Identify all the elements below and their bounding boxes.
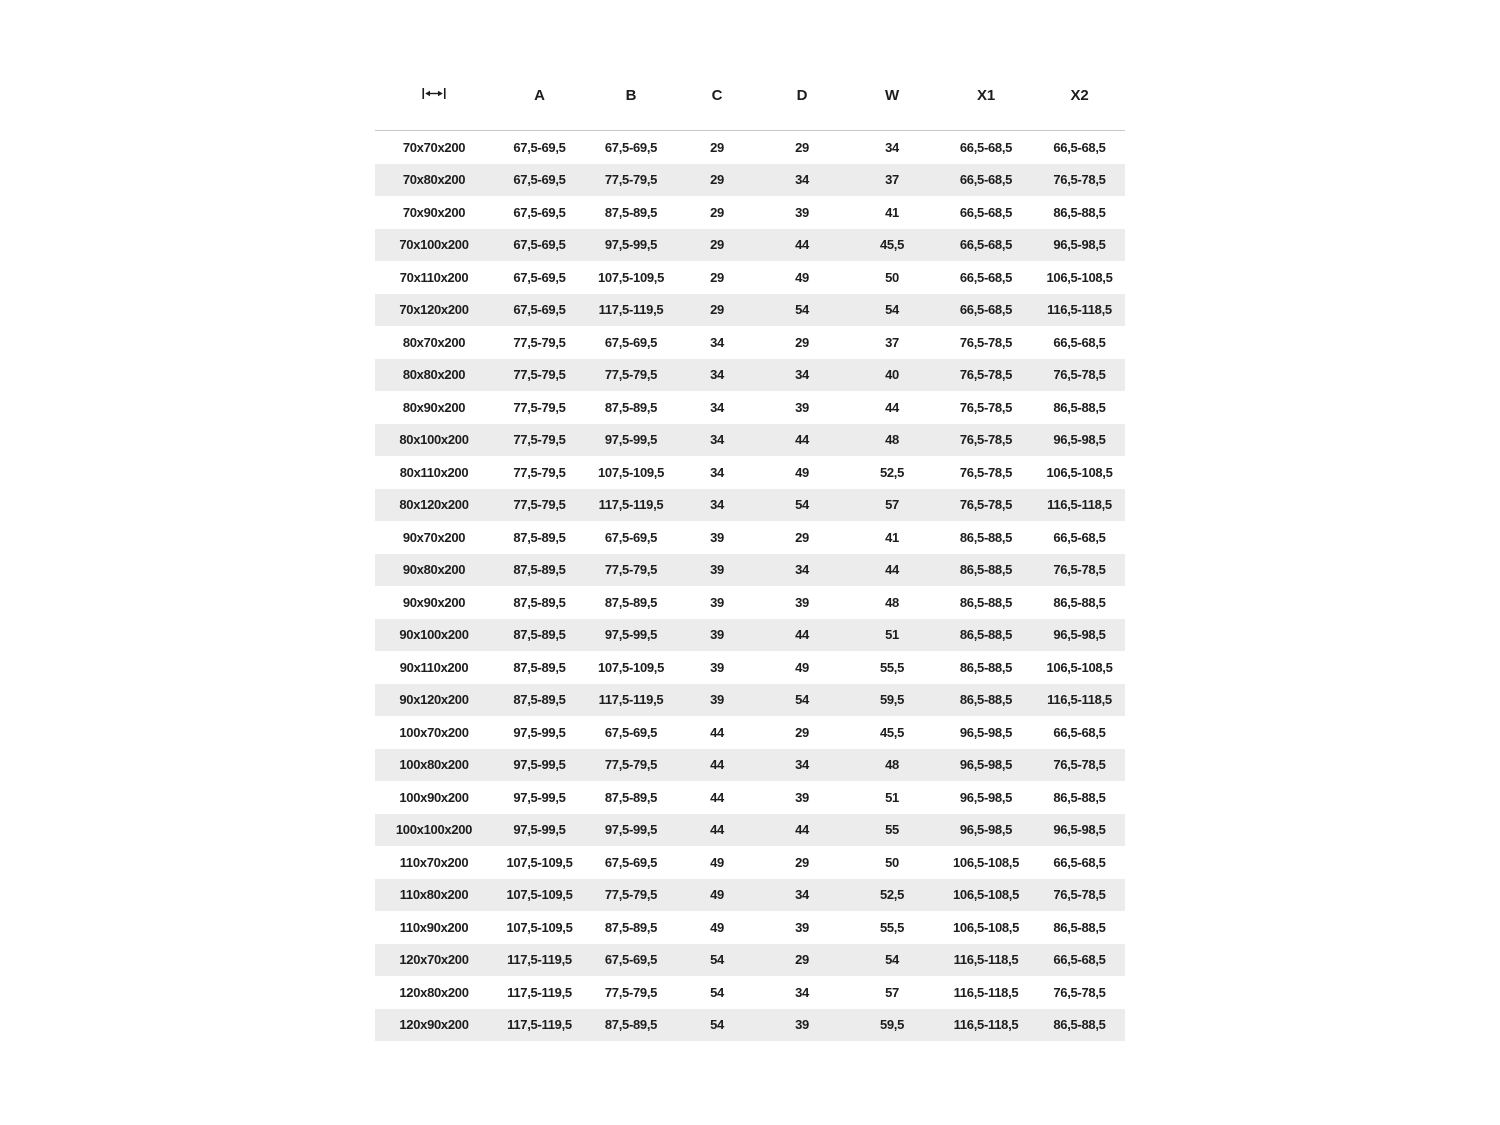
table-row: [375, 781, 1125, 814]
value-cell: 87,5-89,5: [604, 789, 658, 805]
table-row: [375, 651, 1125, 684]
table-row: [375, 164, 1125, 197]
value-cell: 97,5-99,5: [513, 822, 566, 838]
value-cell: 107,5-109,5: [597, 269, 665, 285]
value-cell: 87,5-89,5: [513, 594, 566, 610]
value-cell: 59,5: [879, 1017, 905, 1033]
value-cell: 54: [885, 952, 899, 968]
value-cell: 34: [710, 334, 724, 350]
column-header-x1: X1: [938, 60, 1034, 131]
table-row: [375, 196, 1125, 229]
table-row: [375, 879, 1125, 912]
value-cell: 34: [710, 399, 724, 415]
value-cell: 50: [885, 854, 899, 870]
value-cell: 44: [795, 432, 809, 448]
value-cell: 96,5-98,5: [1053, 432, 1106, 448]
value-cell: 76,5-78,5: [959, 399, 1013, 415]
value-cell: 39: [795, 399, 809, 415]
table-row: [375, 1009, 1125, 1042]
value-cell: 41: [885, 204, 899, 220]
value-cell: 49: [710, 887, 724, 903]
value-cell: 67,5-69,5: [604, 139, 658, 155]
value-cell: 117,5-119,5: [598, 497, 664, 513]
value-cell: 77,5-79,5: [604, 562, 658, 578]
value-cell: 34: [710, 432, 724, 448]
value-cell: 117,5-119,5: [507, 952, 572, 968]
value-cell: 77,5-79,5: [604, 887, 658, 903]
value-cell: 117,5-119,5: [598, 692, 664, 708]
value-cell: 41: [885, 529, 899, 545]
value-cell: 29: [795, 854, 809, 870]
value-cell: 29: [710, 172, 724, 188]
value-cell: 107,5-109,5: [506, 887, 573, 903]
value-cell: 55,5: [879, 919, 905, 935]
value-cell: 97,5-99,5: [513, 757, 566, 773]
value-cell: 116,5-118,5: [953, 1017, 1019, 1033]
value-cell: 66,5-68,5: [959, 302, 1013, 318]
value-cell: 107,5-109,5: [506, 854, 573, 870]
value-cell: 52,5: [879, 887, 905, 903]
value-cell: 29: [710, 139, 724, 155]
value-cell: 77,5-79,5: [513, 497, 566, 513]
value-cell: 51: [885, 789, 899, 805]
value-cell: 66,5-68,5: [959, 172, 1013, 188]
value-cell: 86,5-88,5: [1053, 399, 1106, 415]
dimensions-table: [375, 60, 1125, 1041]
value-cell: 96,5-98,5: [1053, 627, 1106, 643]
size-cell: 110x90x200: [399, 919, 469, 935]
value-cell: 96,5-98,5: [959, 757, 1013, 773]
table-row: [375, 684, 1125, 717]
value-cell: 77,5-79,5: [513, 432, 566, 448]
value-cell: 29: [795, 139, 809, 155]
size-cell: 110x80x200: [399, 887, 469, 903]
value-cell: 76,5-78,5: [959, 432, 1013, 448]
value-cell: 117,5-119,5: [507, 984, 572, 1000]
value-cell: 117,5-119,5: [507, 1017, 572, 1033]
size-cell: 80x70x200: [402, 334, 466, 350]
value-cell: 76,5-78,5: [959, 367, 1013, 383]
value-cell: 39: [710, 562, 724, 578]
value-cell: 97,5-99,5: [604, 822, 658, 838]
value-cell: 107,5-109,5: [597, 464, 665, 480]
size-cell: 70x100x200: [399, 237, 469, 253]
value-cell: 39: [795, 1017, 809, 1033]
value-cell: 86,5-88,5: [959, 594, 1013, 610]
value-cell: 97,5-99,5: [604, 627, 658, 643]
value-cell: 87,5-89,5: [513, 562, 566, 578]
table-row: [375, 489, 1125, 522]
value-cell: 34: [710, 367, 724, 383]
size-cell: 120x90x200: [399, 1017, 469, 1033]
value-cell: 76,5-78,5: [1053, 562, 1106, 578]
value-cell: 39: [710, 529, 724, 545]
value-cell: 50: [885, 269, 899, 285]
size-cell: 90x100x200: [399, 627, 469, 643]
value-cell: 66,5-68,5: [1053, 952, 1106, 968]
value-cell: 67,5-69,5: [513, 269, 566, 285]
value-cell: 34: [795, 172, 809, 188]
value-cell: 67,5-69,5: [513, 302, 566, 318]
value-cell: 76,5-78,5: [1053, 172, 1106, 188]
value-cell: 44: [710, 757, 724, 773]
column-header-a: A: [493, 60, 586, 131]
value-cell: 86,5-88,5: [959, 692, 1013, 708]
value-cell: 77,5-79,5: [604, 984, 658, 1000]
size-cell: 120x70x200: [399, 952, 469, 968]
value-cell: 86,5-88,5: [1053, 594, 1106, 610]
value-cell: 76,5-78,5: [1053, 887, 1106, 903]
column-header-x2: X2: [1034, 60, 1125, 131]
value-cell: 34: [710, 497, 724, 513]
value-cell: 76,5-78,5: [959, 464, 1013, 480]
value-cell: 37: [885, 334, 899, 350]
size-cell: 80x80x200: [402, 367, 466, 383]
table-row: [375, 619, 1125, 652]
value-cell: 66,5-68,5: [1053, 139, 1106, 155]
table-row: [375, 131, 1125, 164]
value-cell: 44: [795, 822, 809, 838]
value-cell: 39: [710, 627, 724, 643]
value-cell: 54: [710, 984, 724, 1000]
value-cell: 87,5-89,5: [513, 659, 566, 675]
value-cell: 66,5-68,5: [1053, 854, 1106, 870]
value-cell: 49: [795, 464, 809, 480]
value-cell: 66,5-68,5: [959, 269, 1013, 285]
value-cell: 67,5-69,5: [604, 854, 658, 870]
value-cell: 116,5-118,5: [953, 952, 1019, 968]
value-cell: 34: [795, 984, 809, 1000]
value-cell: 97,5-99,5: [604, 237, 658, 253]
value-cell: 44: [710, 822, 724, 838]
value-cell: 77,5-79,5: [604, 757, 658, 773]
value-cell: 67,5-69,5: [513, 204, 566, 220]
size-cell: 70x80x200: [402, 172, 466, 188]
value-cell: 76,5-78,5: [1053, 984, 1106, 1000]
value-cell: 49: [795, 659, 809, 675]
value-cell: 49: [795, 269, 809, 285]
value-cell: 67,5-69,5: [604, 529, 658, 545]
size-cell: 70x120x200: [399, 302, 469, 318]
table-row: [375, 424, 1125, 457]
value-cell: 96,5-98,5: [1053, 237, 1106, 253]
value-cell: 87,5-89,5: [513, 627, 566, 643]
size-cell: 100x90x200: [399, 789, 469, 805]
size-cell: 110x70x200: [399, 854, 469, 870]
value-cell: 44: [795, 627, 809, 643]
value-cell: 76,5-78,5: [1053, 757, 1106, 773]
value-cell: 116,5-118,5: [953, 984, 1019, 1000]
size-cell: 80x90x200: [402, 399, 466, 415]
value-cell: 39: [795, 204, 809, 220]
value-cell: 97,5-99,5: [513, 724, 566, 740]
table-row: [375, 911, 1125, 944]
table-body: [375, 131, 1125, 1042]
value-cell: 34: [795, 887, 809, 903]
size-column-header: [375, 60, 493, 131]
value-cell: 51: [885, 627, 899, 643]
value-cell: 86,5-88,5: [1053, 204, 1106, 220]
value-cell: 34: [710, 464, 724, 480]
size-cell: 90x110x200: [399, 659, 469, 675]
value-cell: 86,5-88,5: [959, 529, 1013, 545]
value-cell: 54: [795, 692, 809, 708]
value-cell: 97,5-99,5: [604, 432, 658, 448]
value-cell: 39: [795, 789, 809, 805]
size-cell: 100x70x200: [399, 724, 469, 740]
value-cell: 54: [710, 952, 724, 968]
value-cell: 87,5-89,5: [604, 919, 658, 935]
value-cell: 87,5-89,5: [604, 594, 658, 610]
size-cell: 90x90x200: [402, 594, 466, 610]
value-cell: 87,5-89,5: [513, 692, 566, 708]
size-cell: 90x70x200: [402, 529, 466, 545]
value-cell: 116,5-118,5: [1047, 302, 1112, 318]
table-row: [375, 846, 1125, 879]
value-cell: 34: [795, 757, 809, 773]
value-cell: 34: [795, 367, 809, 383]
value-cell: 86,5-88,5: [1053, 789, 1106, 805]
value-cell: 116,5-118,5: [1047, 497, 1112, 513]
value-cell: 106,5-108,5: [1046, 269, 1113, 285]
value-cell: 37: [885, 172, 899, 188]
size-cell: 70x110x200: [399, 269, 469, 285]
value-cell: 40: [885, 367, 899, 383]
table-row: [375, 554, 1125, 587]
table-row: [375, 716, 1125, 749]
value-cell: 59,5: [879, 692, 905, 708]
value-cell: 45,5: [879, 724, 905, 740]
value-cell: 87,5-89,5: [604, 399, 658, 415]
value-cell: 67,5-69,5: [513, 139, 566, 155]
value-cell: 29: [710, 237, 724, 253]
size-cell: 70x70x200: [402, 139, 466, 155]
table-row: [375, 456, 1125, 489]
value-cell: 77,5-79,5: [513, 464, 566, 480]
value-cell: 96,5-98,5: [959, 789, 1013, 805]
value-cell: 106,5-108,5: [952, 854, 1020, 870]
value-cell: 29: [795, 724, 809, 740]
value-cell: 54: [710, 1017, 724, 1033]
value-cell: 57: [885, 497, 899, 513]
value-cell: 29: [710, 302, 724, 318]
size-cell: 80x100x200: [399, 432, 469, 448]
table-row: [375, 586, 1125, 619]
value-cell: 39: [710, 692, 724, 708]
table-row: [375, 326, 1125, 359]
value-cell: 67,5-69,5: [604, 724, 658, 740]
value-cell: 48: [885, 757, 899, 773]
size-cell: 100x80x200: [399, 757, 469, 773]
size-cell: 100x100x200: [395, 822, 473, 838]
value-cell: 106,5-108,5: [1046, 659, 1113, 675]
table-row: [375, 391, 1125, 424]
value-cell: 77,5-79,5: [604, 172, 658, 188]
value-cell: 44: [885, 562, 899, 578]
table-row: [375, 976, 1125, 1009]
value-cell: 54: [885, 302, 899, 318]
size-cell: 70x90x200: [402, 204, 466, 220]
value-cell: 76,5-78,5: [959, 497, 1013, 513]
value-cell: 86,5-88,5: [959, 627, 1013, 643]
value-cell: 48: [885, 432, 899, 448]
value-cell: 66,5-68,5: [959, 204, 1013, 220]
value-cell: 55: [885, 822, 899, 838]
table-row: [375, 749, 1125, 782]
value-cell: 39: [795, 919, 809, 935]
value-cell: 96,5-98,5: [1053, 822, 1106, 838]
value-cell: 67,5-69,5: [513, 172, 566, 188]
value-cell: 77,5-79,5: [513, 399, 566, 415]
value-cell: 29: [795, 334, 809, 350]
value-cell: 29: [795, 952, 809, 968]
table-row: [375, 229, 1125, 262]
value-cell: 52,5: [879, 464, 905, 480]
table-row: [375, 814, 1125, 847]
size-cell: 120x80x200: [399, 984, 469, 1000]
width-dimension-icon: [422, 87, 446, 100]
value-cell: 86,5-88,5: [1053, 919, 1106, 935]
table-row: [375, 521, 1125, 554]
value-cell: 29: [795, 529, 809, 545]
value-cell: 86,5-88,5: [959, 659, 1013, 675]
table-row: [375, 359, 1125, 392]
value-cell: 106,5-108,5: [952, 919, 1020, 935]
value-cell: 44: [710, 724, 724, 740]
table-row: [375, 261, 1125, 294]
value-cell: 87,5-89,5: [513, 529, 566, 545]
table-row: [375, 294, 1125, 327]
value-cell: 106,5-108,5: [1046, 464, 1113, 480]
value-cell: 49: [710, 919, 724, 935]
value-cell: 106,5-108,5: [952, 887, 1020, 903]
value-cell: 48: [885, 594, 899, 610]
value-cell: 97,5-99,5: [513, 789, 566, 805]
value-cell: 77,5-79,5: [513, 367, 566, 383]
value-cell: 66,5-68,5: [959, 237, 1013, 253]
value-cell: 66,5-68,5: [959, 139, 1013, 155]
value-cell: 77,5-79,5: [604, 367, 658, 383]
size-cell: 90x120x200: [399, 692, 469, 708]
value-cell: 86,5-88,5: [959, 562, 1013, 578]
value-cell: 87,5-89,5: [604, 204, 658, 220]
value-cell: 67,5-69,5: [604, 952, 658, 968]
value-cell: 29: [710, 269, 724, 285]
value-cell: 44: [710, 789, 724, 805]
value-cell: 44: [885, 399, 899, 415]
value-cell: 34: [795, 562, 809, 578]
value-cell: 117,5-119,5: [598, 302, 664, 318]
value-cell: 44: [795, 237, 809, 253]
value-cell: 76,5-78,5: [1053, 367, 1106, 383]
value-cell: 29: [710, 204, 724, 220]
value-cell: 54: [795, 497, 809, 513]
table-header-row: [375, 60, 1125, 131]
value-cell: 57: [885, 984, 899, 1000]
value-cell: 66,5-68,5: [1053, 724, 1106, 740]
value-cell: 49: [710, 854, 724, 870]
value-cell: 107,5-109,5: [597, 659, 665, 675]
value-cell: 54: [795, 302, 809, 318]
size-cell: 80x110x200: [399, 464, 469, 480]
table-row: [375, 944, 1125, 977]
value-cell: 67,5-69,5: [513, 237, 566, 253]
value-cell: 39: [710, 659, 724, 675]
value-cell: 34: [885, 139, 899, 155]
value-cell: 39: [795, 594, 809, 610]
column-header-w: W: [846, 60, 938, 131]
value-cell: 87,5-89,5: [604, 1017, 658, 1033]
value-cell: 76,5-78,5: [959, 334, 1013, 350]
value-cell: 96,5-98,5: [959, 724, 1013, 740]
value-cell: 107,5-109,5: [506, 919, 573, 935]
value-cell: 116,5-118,5: [1047, 692, 1112, 708]
value-cell: 66,5-68,5: [1053, 334, 1106, 350]
value-cell: 67,5-69,5: [604, 334, 658, 350]
size-cell: 90x80x200: [402, 562, 466, 578]
dimensions-table-container: [375, 60, 1125, 1041]
value-cell: 77,5-79,5: [513, 334, 566, 350]
table-header: [375, 60, 1125, 131]
value-cell: 66,5-68,5: [1053, 529, 1106, 545]
value-cell: 55,5: [879, 659, 905, 675]
value-cell: 86,5-88,5: [1053, 1017, 1106, 1033]
value-cell: 96,5-98,5: [959, 822, 1013, 838]
column-header-b: B: [586, 60, 676, 131]
value-cell: 39: [710, 594, 724, 610]
value-cell: 45,5: [879, 237, 905, 253]
size-cell: 80x120x200: [399, 497, 469, 513]
column-header-c: C: [676, 60, 758, 131]
column-header-d: D: [758, 60, 846, 131]
